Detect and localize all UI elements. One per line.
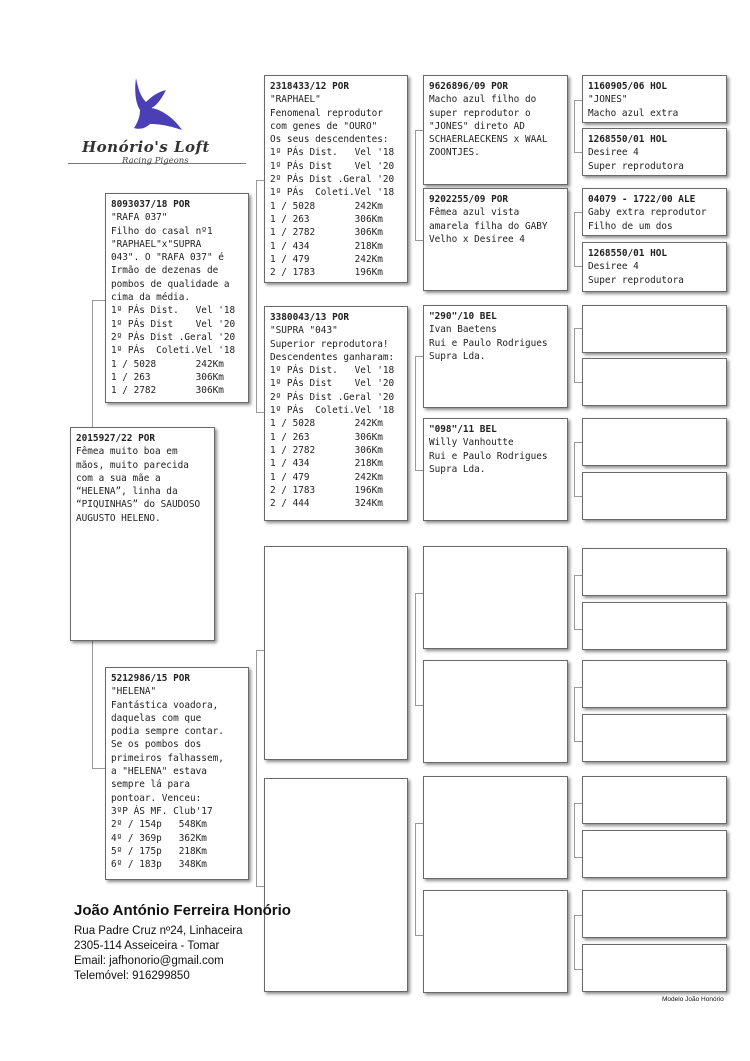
pedigree-line: 1 / 5028 242Km [270, 200, 383, 212]
pedigree-line: 1 / 263 306Km [111, 371, 224, 383]
owner-email: Email: jafhonorio@gmail.com [74, 955, 224, 967]
pedigree-line: Rui e Paulo Rodrigues [429, 450, 548, 462]
pedigree-line: Supra Lda. [429, 463, 486, 475]
connector-line [92, 768, 105, 769]
ring-number: 2318433/12 POR [270, 81, 350, 92]
connector-line [415, 130, 423, 131]
gen3-empty-box [423, 660, 568, 763]
connector-line [574, 629, 582, 630]
connector-line [574, 328, 575, 382]
connector-line [256, 650, 257, 886]
pedigree-line: 1 / 263 306Km [270, 431, 383, 443]
g4-empty-box [582, 660, 727, 708]
pedigree-line: Willy Vanhoutte [429, 437, 514, 449]
logo-tagline: Racing Pigeons [122, 156, 189, 166]
connector-line [256, 412, 264, 413]
pedigree-line: "RAPHAEL" [270, 94, 321, 106]
ring-number: 8093037/18 POR [111, 199, 191, 210]
pedigree-line: a "HELENA" estava [111, 766, 207, 778]
model-credit: Modelo João Honório [662, 996, 724, 1003]
connector-line [574, 803, 582, 804]
gen3-empty-box [423, 890, 568, 993]
connector-line [574, 915, 582, 916]
connector-line [574, 442, 575, 496]
pedigree-line: ZOONTJES. [429, 147, 480, 159]
connector-line [415, 823, 423, 824]
pedigree-line: Os seus descendentes: [270, 134, 389, 146]
pedigree-line: Macho azul extra [588, 107, 679, 119]
connector-line [574, 100, 575, 152]
g4-empty-box [582, 305, 727, 353]
pedigree-line: Ivan Baetens [429, 324, 497, 336]
pedigree-line: Fenomenal reprodutor [270, 107, 383, 119]
ring-number: 9202255/09 POR [429, 194, 509, 205]
pedigree-line: 2 / 1783 196Km [270, 267, 383, 279]
pedigree-line: "RAPHAEL"x"SUPRA [111, 238, 202, 250]
pedigree-line: SCHAERLAECKENS x WAAL [429, 134, 548, 146]
connector-line [574, 496, 582, 497]
pedigree-line: Filho de um dos [588, 220, 673, 232]
owner-phone: Telemóvel: 916299850 [74, 970, 190, 982]
pedigree-line: 1 / 5028 242Km [111, 358, 224, 370]
connector-line [574, 575, 575, 629]
connector-line [256, 650, 264, 651]
pedigree-line: Descendentes ganharam: [270, 351, 395, 363]
pedigree-line: Super reprodutora [588, 160, 684, 172]
pedigree-line: Gaby extra reprodutor [588, 207, 707, 219]
pedigree-line: 1º PÁs Coleti.Vel '18 [270, 405, 395, 417]
pigeon-logo-icon [66, 76, 246, 146]
ssd-box [423, 188, 568, 291]
pedigree-line: Se os pombos dos [111, 739, 202, 751]
ring-number: 5212986/15 POR [111, 673, 191, 684]
owner-name: João António Ferreira Honório [74, 902, 291, 919]
pedigree-line: pontoar. Venceu: [111, 792, 202, 804]
dam-dam-box [264, 778, 408, 992]
pedigree-line: 043". O "RAFA 037" é [111, 252, 224, 264]
logo-name: Honório's Loft [82, 138, 210, 156]
connector-line [574, 212, 575, 266]
pedigree-line: daquelas com que [111, 712, 202, 724]
connector-line [574, 442, 582, 443]
connector-line [256, 180, 264, 181]
pedigree-line: 2º PÁs Dist .Geral '20 [270, 391, 395, 403]
pedigree-line: 1º PÁs Dist. Vel '18 [111, 305, 236, 317]
connector-line [415, 823, 416, 935]
pedigree-line: 5º / 175p 218Km [111, 845, 207, 857]
connector-line [415, 705, 423, 706]
pedigree-line: 1º PÁs Dist. Vel '18 [270, 147, 395, 159]
connector-line [415, 593, 423, 594]
g4-empty-box [582, 714, 727, 762]
pedigree-line: Fantástica voadora, [111, 699, 219, 711]
connector-line [415, 935, 423, 936]
pedigree-line: "HELENA" [111, 686, 157, 698]
ring-number: "290"/10 BEL [429, 311, 497, 322]
connector-line [256, 886, 264, 887]
pedigree-line: 1 / 263 306Km [270, 213, 383, 225]
pedigree-line: 2 / 444 324Km [270, 498, 383, 510]
g4-box [582, 128, 727, 176]
pedigree-line: pombos de qualidade a [111, 278, 230, 290]
pedigree-line: Desiree 4 [588, 147, 639, 159]
gen3-empty-box [423, 776, 568, 879]
pedigree-line: "JONES" [588, 94, 628, 106]
sire-box [105, 193, 249, 403]
connector-line [574, 382, 582, 383]
pedigree-line: 6º / 183p 348Km [111, 859, 207, 871]
pedigree-line: sempre lá para [111, 779, 191, 791]
connector-line [415, 240, 423, 241]
connector-line [574, 857, 582, 858]
pedigree-line: 1 / 2782 306Km [270, 444, 383, 456]
owner-address-line1: Rua Padre Cruz nº24, Linhaceira [74, 925, 243, 937]
g4-empty-box [582, 548, 727, 596]
pedigree-line: 1º PÁs Dist. Vel '18 [270, 365, 395, 377]
pedigree-line: 1 / 2782 306Km [111, 385, 224, 397]
ring-number: 1268550/01 HOL [588, 248, 668, 259]
ring-number: 1160905/06 HOL [588, 81, 668, 92]
pedigree-line: Macho azul filho do [429, 94, 537, 106]
pedigree-line: Filho do casal nº1 [111, 225, 213, 237]
connector-line [574, 687, 582, 688]
connector-line [92, 300, 105, 301]
pedigree-line: 2º PÁs Dist .Geral '20 [111, 331, 236, 343]
pedigree-line: 2 / 1783 196Km [270, 484, 383, 496]
connector-line [415, 130, 416, 240]
pedigree-line: Superior reprodutora! [270, 338, 389, 350]
pedigree-line: 2º / 154p 548Km [111, 819, 207, 831]
g4-empty-box [582, 602, 727, 650]
connector-line [256, 180, 257, 412]
pedigree-line: 1 / 479 242Km [270, 253, 383, 265]
pedigree-line: 1 / 2782 306Km [270, 227, 383, 239]
connector-line [415, 593, 416, 705]
gen3-empty-box [423, 546, 568, 649]
connector-line [574, 100, 582, 101]
pedigree-line: Irmão de dezenas de [111, 265, 219, 277]
pedigree-line: Fêmea azul vista [429, 207, 520, 219]
pedigree-line: 1º PÁs Coleti.Vel '18 [111, 345, 236, 357]
owner-address-line2: 2305-114 Asseiceira - Tomar [74, 940, 220, 952]
g4-box [582, 242, 727, 292]
g4-empty-box [582, 890, 727, 938]
pedigree-line: Rui e Paulo Rodrigues [429, 337, 548, 349]
pedigree-line: 1º PÁs Dist Vel '20 [270, 160, 395, 172]
sire-sire-box [264, 75, 408, 283]
pedigree-line: 1 / 5028 242Km [270, 418, 383, 430]
ring-number: 9626896/09 POR [429, 81, 509, 92]
ring-number: 04079 - 1722/00 ALE [588, 194, 696, 205]
pedigree-line: 1º PÁs Dist Vel '20 [270, 378, 395, 390]
g4-empty-box [582, 830, 727, 878]
g4-empty-box [582, 472, 727, 520]
g4-box [582, 75, 727, 123]
connector-line [574, 969, 582, 970]
pedigree-line: 4º / 369p 362Km [111, 832, 207, 844]
connector-line [574, 741, 582, 742]
g4-empty-box [582, 358, 727, 406]
dam-box [105, 667, 249, 880]
g4-empty-box [582, 776, 727, 824]
pedigree-line: podia sempre contar. [111, 726, 224, 738]
connector-line [574, 212, 582, 213]
ring-number: 3380043/13 POR [270, 312, 350, 323]
ring-number: 2015927/22 POR [76, 433, 156, 444]
connector-line [415, 356, 416, 470]
subject-box [70, 427, 215, 641]
connector-line [415, 356, 423, 357]
connector-line [574, 575, 582, 576]
connector-line [574, 328, 582, 329]
pedigree-line: 1º PÁs Coleti.Vel '18 [270, 187, 395, 199]
sss-box [423, 75, 568, 185]
connector-line [574, 687, 575, 741]
ring-number: "098"/11 BEL [429, 424, 497, 435]
pedigree-line: com genes de "OURO" [270, 120, 378, 132]
g4-box [582, 188, 727, 236]
pedigree-line: amarela filha do GABY [429, 220, 548, 232]
connector-line [574, 266, 582, 267]
sdd-box [423, 418, 568, 521]
pedigree-line: 1 / 434 218Km [270, 458, 383, 470]
connector-line [574, 803, 575, 857]
g4-empty-box [582, 944, 727, 992]
connector-line [415, 470, 423, 471]
pedigree-line: "RAFA 037" [111, 212, 168, 224]
pedigree-line: 1 / 434 218Km [270, 240, 383, 252]
connector-line [574, 915, 575, 969]
sds-box [423, 305, 568, 408]
g4-empty-box [582, 418, 727, 466]
pedigree-line: 1 / 479 242Km [270, 471, 383, 483]
pedigree-line: Super reprodutora [588, 274, 684, 286]
pedigree-line: super reprodutor o [429, 107, 531, 119]
pedigree-line: Supra Lda. [429, 350, 486, 362]
pedigree-line: "JONES" direto AD [429, 120, 525, 132]
pedigree-line: Velho x Desiree 4 [429, 233, 525, 245]
pedigree-line: "SUPRA "043" [270, 325, 338, 337]
pedigree-line: 3ºP ÁS MF. Club'17 [111, 805, 213, 817]
pedigree-line: primeiros falhassem, [111, 752, 224, 764]
connector-line [574, 152, 582, 153]
pedigree-line: 1º PÁs Dist Vel '20 [111, 318, 236, 330]
pedigree-line: Desiree 4 [588, 261, 639, 273]
pedigree-line: 2º PÁs Dist .Geral '20 [270, 174, 395, 186]
ring-number: 1268550/01 HOL [588, 134, 668, 145]
description: Fêmea muito boa em mãos, muito parecida com a sua mãe a “HELENA”, linha da “PIQUINHAS” do SAUDOSO AUGUSTO HELENO. [76, 446, 201, 524]
pedigree-line: cima da média. [111, 292, 191, 304]
sire-dam-box [264, 306, 408, 521]
dam-sire-box [264, 546, 408, 760]
